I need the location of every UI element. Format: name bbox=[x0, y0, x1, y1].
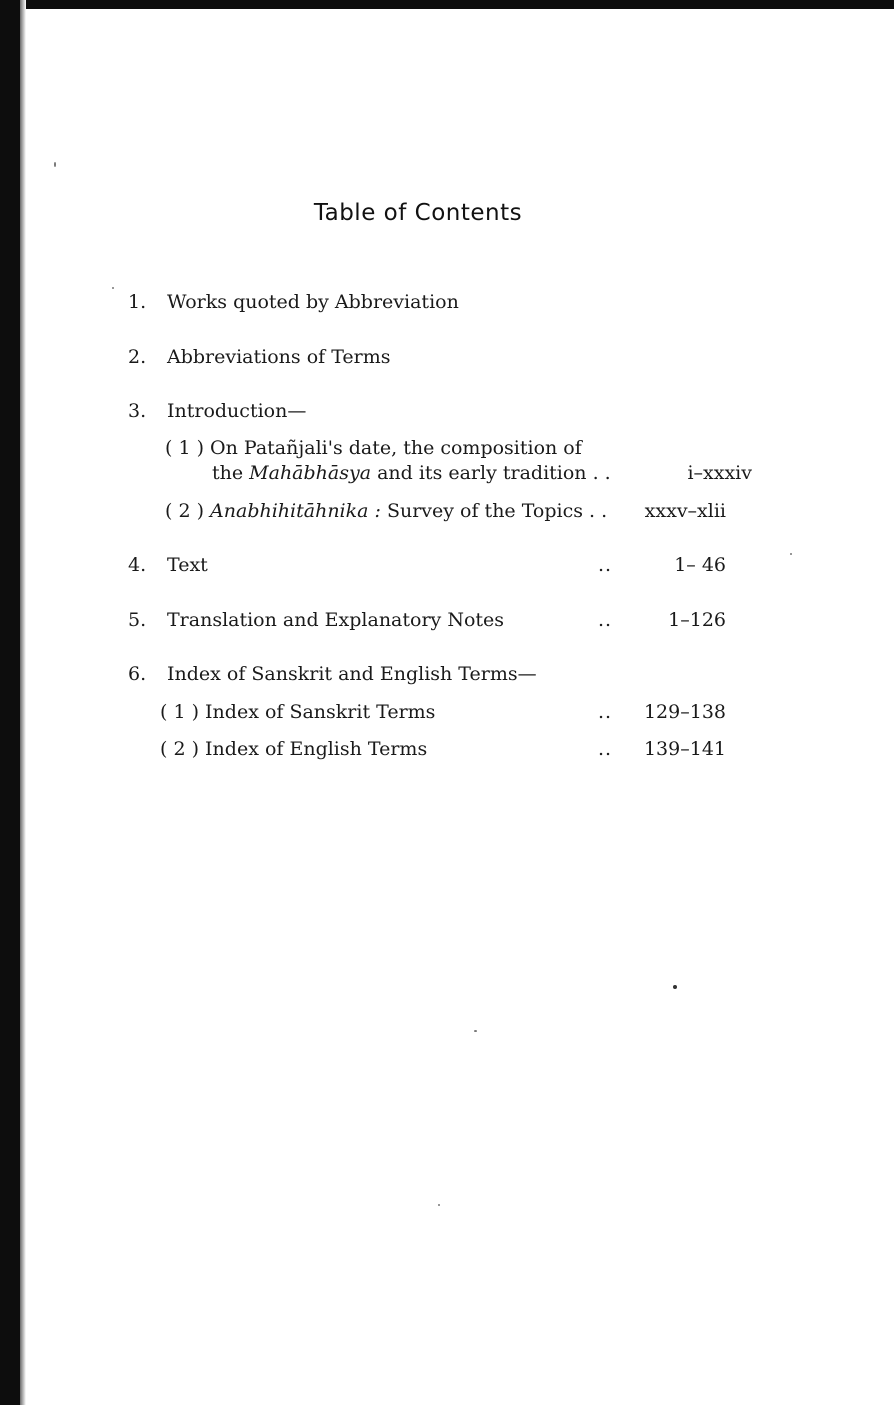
page-range: 1–126 bbox=[668, 609, 726, 631]
entry-number: 4. bbox=[128, 554, 147, 576]
dot-leader: .. bbox=[598, 554, 613, 576]
entry-label: Introduction— bbox=[167, 400, 307, 422]
entry-label: Abbreviations of Terms bbox=[167, 346, 391, 368]
subentry-label: Survey of the Topics . . bbox=[380, 500, 608, 522]
page-range: i–xxxiv bbox=[687, 462, 752, 484]
page-range: 1– 46 bbox=[674, 554, 726, 576]
subentry-title-italic: Anabhihitāhnika : bbox=[210, 500, 381, 522]
scan-speck bbox=[54, 162, 56, 167]
toc-subentry-6-1 bbox=[0, 699, 894, 725]
scan-speck bbox=[673, 985, 677, 989]
toc-entry-1 bbox=[0, 289, 894, 315]
toc-subentry-6-2 bbox=[0, 736, 894, 762]
entry-label: Text bbox=[167, 554, 208, 576]
toc-subentry-3-1-line1 bbox=[0, 435, 894, 461]
toc-entry-4 bbox=[0, 552, 894, 578]
subentry-title-italic: Mahābhāsya bbox=[249, 462, 372, 484]
page-range: 129–138 bbox=[643, 701, 726, 723]
toc-entry-6 bbox=[0, 661, 894, 687]
entry-label: Works quoted by Abbreviation bbox=[167, 291, 459, 313]
entry-number: 3. bbox=[128, 400, 147, 422]
toc-entry-3 bbox=[0, 398, 894, 424]
subentry-label: On Patañjali's date, the composition of bbox=[210, 437, 582, 459]
subentry-number: ( 2 ) bbox=[165, 500, 204, 522]
toc-entry-5 bbox=[0, 607, 894, 633]
entry-label: Translation and Explanatory Notes bbox=[167, 609, 505, 631]
entry-number: 2. bbox=[128, 346, 147, 368]
entry-number: 1. bbox=[128, 291, 147, 313]
page-range: 139–141 bbox=[643, 738, 726, 760]
subentry-number: ( 2 ) bbox=[160, 738, 199, 760]
subentry-label-prefix: the bbox=[212, 462, 250, 484]
scan-speck bbox=[474, 1030, 477, 1032]
entry-number: 6. bbox=[128, 663, 147, 685]
dot-leader: .. bbox=[598, 738, 613, 760]
toc-subentry-3-1-line2 bbox=[0, 460, 894, 486]
subentry-number: ( 1 ) bbox=[160, 701, 199, 723]
entry-number: 5. bbox=[128, 609, 147, 631]
subentry-label: Index of Sanskrit Terms bbox=[205, 701, 436, 723]
scan-speck bbox=[438, 1204, 440, 1206]
subentry-number: ( 1 ) bbox=[165, 437, 204, 459]
dot-leader: .. bbox=[598, 701, 613, 723]
scan-border-top bbox=[0, 0, 894, 9]
page-range: xxxv–xlii bbox=[644, 500, 726, 522]
entry-label: Index of Sanskrit and English Terms— bbox=[167, 663, 537, 685]
subentry-label-suffix: and its early tradition . . bbox=[371, 462, 611, 484]
dot-leader: .. bbox=[598, 609, 613, 631]
toc-subentry-3-2 bbox=[0, 498, 894, 524]
subentry-label: Index of English Terms bbox=[205, 738, 428, 760]
page-title: Table of Contents bbox=[313, 200, 523, 226]
toc-entry-2 bbox=[0, 344, 894, 370]
